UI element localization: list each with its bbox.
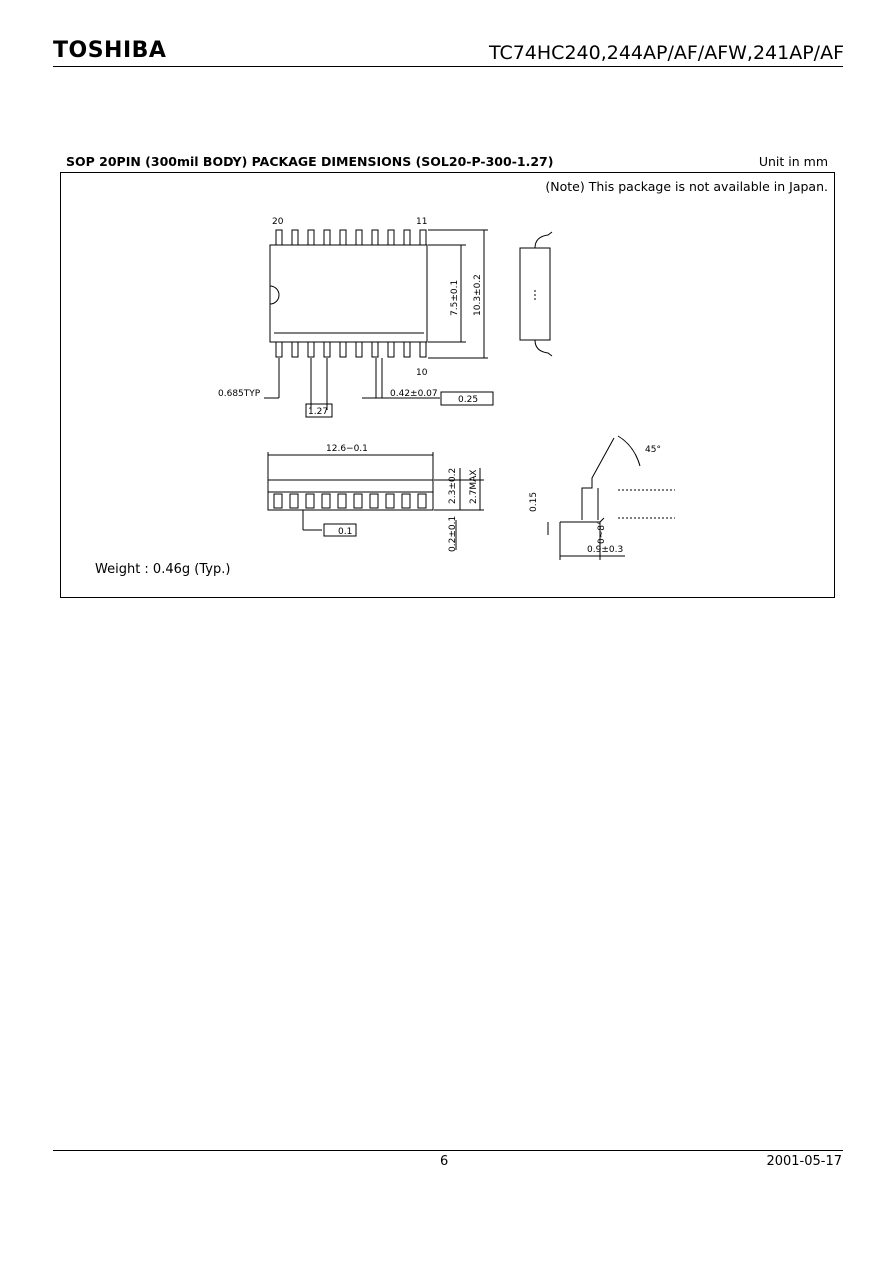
availability-note: (Note) This package is not available in Japan. xyxy=(545,179,828,194)
revision-date: 2001-05-17 xyxy=(766,1154,842,1169)
dim-lead-thickness: 0.15 xyxy=(529,491,539,512)
pin-label-20: 20 xyxy=(272,217,284,227)
dim-pad-typ: 0.685TYP xyxy=(218,389,261,399)
front-leads xyxy=(274,494,426,508)
dim-position-tol: 0.25 xyxy=(458,395,479,405)
footer-rule xyxy=(53,1150,843,1151)
dim-lead-width: 0.42±0.07 xyxy=(390,389,438,399)
part-number: TC74HC240,244AP/AF/AFW,241AP/AF xyxy=(488,42,844,64)
front-view-body xyxy=(268,480,433,492)
bottom-leads xyxy=(276,342,426,357)
pin-label-10: 10 xyxy=(416,368,428,378)
brand-logo: TOSHIBA xyxy=(53,38,167,63)
dim-max-height: 2.7MAX xyxy=(469,469,479,504)
dim-length: 12.6−0.1 xyxy=(326,444,368,454)
package-title: SOP 20PIN (300mil BODY) PACKAGE DIMENSIONS (SOL20-P-300-1.27) xyxy=(66,154,554,169)
dim-chamfer-angle: 45° xyxy=(645,445,661,455)
dim-total-width: 10.3±0.2 xyxy=(473,274,483,316)
unit-label: Unit in mm xyxy=(758,154,828,169)
dim-body-width: 7.5±0.1 xyxy=(450,279,460,316)
dim-foot-length: 0.9±0.3 xyxy=(587,545,624,555)
dim-lead-angle: 0~8° xyxy=(597,520,607,544)
weight-label: Weight : 0.46g (Typ.) xyxy=(95,562,231,577)
top-view-body xyxy=(270,245,427,342)
page-number: 6 xyxy=(440,1154,449,1169)
dim-standoff: 0.2±0.1 xyxy=(448,515,458,552)
package-drawing xyxy=(0,0,892,620)
dim-pitch: 1.27 xyxy=(308,407,329,417)
pin-label-11: 11 xyxy=(416,217,428,227)
pin1-notch xyxy=(270,286,279,304)
top-leads xyxy=(276,230,426,245)
dim-body-height: 2.3±0.2 xyxy=(448,467,458,504)
dim-flatness: 0.1 xyxy=(338,527,353,537)
